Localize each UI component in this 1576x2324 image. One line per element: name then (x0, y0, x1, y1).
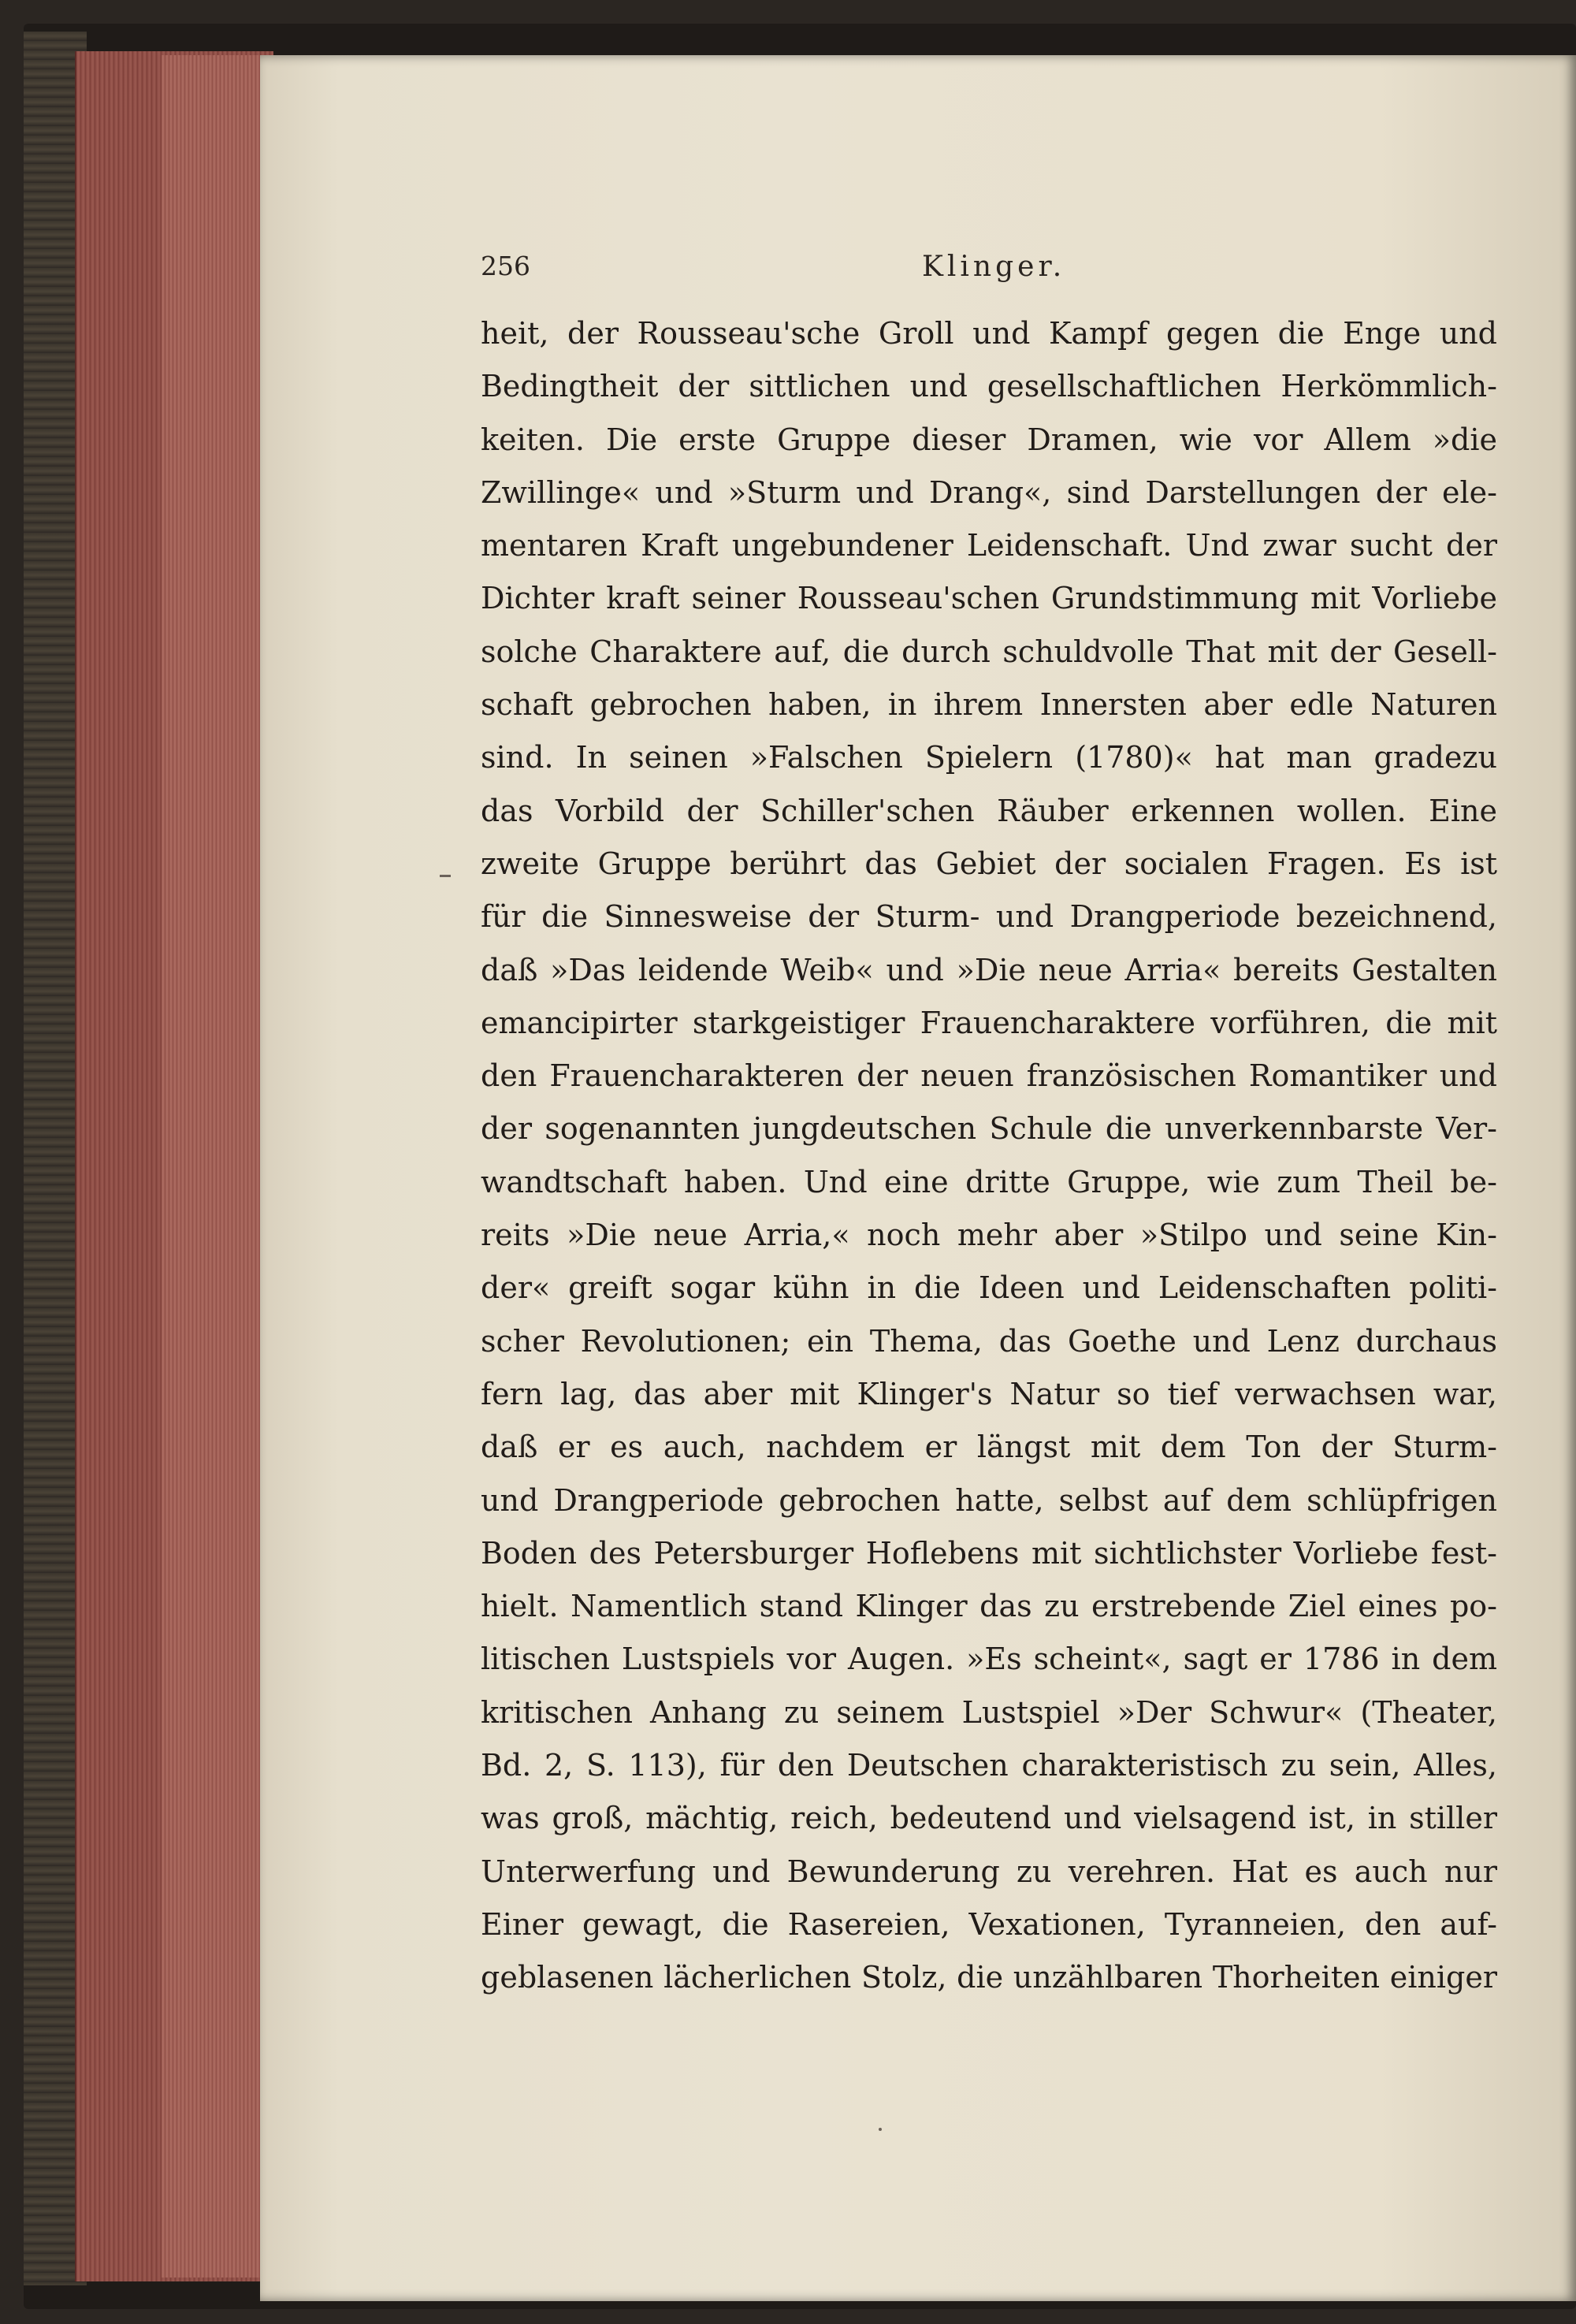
text-line: der sogenannten jungdeutschen Schule die unverkennbarste Ver- (481, 1111, 1497, 1147)
text-line: geblasenen lächerlichen Stolz, die unzählbaren Thorheiten einiger (481, 1960, 1497, 1995)
text-line: emancipirter starkgeistiger Frauencharaktere vorführen, die mit (481, 1005, 1497, 1040)
text-line: Boden des Petersburger Hoflebens mit sichtlichster Vorliebe fest- (481, 1535, 1497, 1571)
page-edges-inner (162, 55, 272, 2278)
text-line: den Frauencharakteren der neuen französischen Romantiker und (481, 1058, 1497, 1094)
text-line: mentaren Kraft ungebundener Leidenschaft. Und zwar sucht der (481, 528, 1497, 563)
text-line: litischen Lustspiels vor Augen. »Es scheint«, sagt er 1786 in dem (481, 1642, 1497, 1677)
text-line: solche Charaktere auf, die durch schuldvolle That mit der Gesell- (481, 634, 1497, 669)
text-line: daß er es auch, nachdem er längst mit dem Ton der Sturm- (481, 1430, 1497, 1465)
text-line: schaft gebrochen haben, in ihrem Innersten aber edle Naturen (481, 687, 1497, 723)
body-text (481, 307, 1497, 2005)
text-line: reits »Die neue Arria,« noch mehr aber »Stilpo und seine Kin- (481, 1218, 1497, 1253)
text-line: Bedingtheit der sittlichen und gesellschaftlichen Herkömmlich- (481, 369, 1497, 404)
text-line: daß »Das leidende Weib« und »Die neue Arria« bereits Gestalten (481, 952, 1497, 987)
text-line: wandtschaft haben. Und eine dritte Gruppe, wie zum Theil be- (481, 1164, 1497, 1199)
margin-mark (440, 875, 451, 877)
page-number: 256 (481, 251, 530, 281)
text-line: hielt. Namentlich stand Klinger das zu erstrebende Ziel eines po- (481, 1589, 1497, 1624)
text-line: und Drangperiode gebrochen hatte, selbst auf dem schlüpfrigen (481, 1482, 1497, 1518)
text-line: das Vorbild der Schiller'schen Räuber erkennen wollen. Eine (481, 793, 1497, 828)
page-header (481, 251, 1505, 298)
text-line: Dichter kraft seiner Rousseau'schen Grundstimmung mit Vorliebe (481, 581, 1497, 616)
text-line: scher Revolutionen; ein Thema, das Goethe und Lenz durchaus (481, 1323, 1497, 1359)
text-line: heit, der Rousseau'sche Groll und Kampf gegen die Enge und (481, 316, 1497, 351)
text-line: Einer gewagt, die Rasereien, Vexationen, Tyranneien, den auf- (481, 1906, 1497, 1942)
text-line: Unterwerfung und Bewunderung zu verehren. Hat es auch nur (481, 1854, 1497, 1889)
text-line: kritischen Anhang zu seinem Lustspiel »Der Schwur« (Theater, (481, 1694, 1497, 1730)
text-line: Bd. 2, S. 113), für den Deutschen charakteristisch zu sein, Alles, (481, 1748, 1497, 1783)
text-line: was groß, mächtig, reich, bedeutend und vielsagend ist, in stiller (481, 1801, 1497, 1836)
text-line: Zwillinge« und »Sturm und Drang«, sind Darstellungen der ele- (481, 474, 1497, 510)
text-line: sind. In seinen »Falschen Spielern (1780)« hat man gradezu (481, 740, 1497, 775)
running-title: Klinger. (922, 251, 1066, 283)
text-line: für die Sinnesweise der Sturm- und Drangperiode bezeichnend, (481, 899, 1497, 935)
text-line: fern lag, das aber mit Klinger's Natur so tief verwachsen war, (481, 1376, 1497, 1411)
text-line: zweite Gruppe berührt das Gebiet der socialen Fragen. Es ist (481, 846, 1497, 881)
paper-speck (879, 2128, 882, 2131)
text-line: der« greift sogar kühn in die Ideen und Leidenschaften politi- (481, 1270, 1497, 1306)
text-line: keiten. Die erste Gruppe dieser Dramen, wie vor Allem »die (481, 422, 1497, 457)
